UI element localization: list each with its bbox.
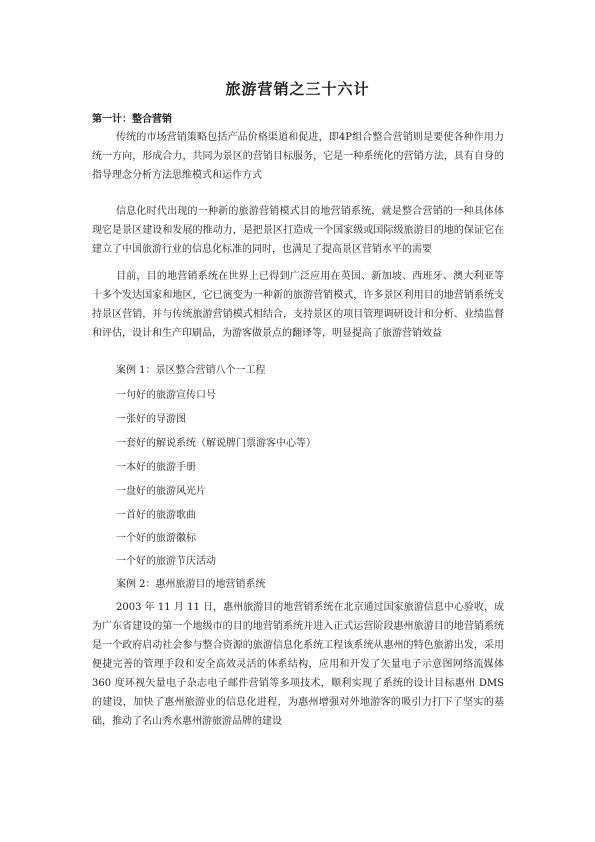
paragraph-2: 信息化时代出现的一种新的旅游营销模式目的地营销系统，就是整合营销的一种具体体现它是景区建设和发展的推动力，是把景区打造成一个国家级或国际级旅游目的地的保证它在建立了中国旅游行业的信息化标准的同时，也满足了提高景区营销水平的需要 <box>92 206 504 255</box>
case1-title: 案例 1：景区整合营销八个一工程 <box>116 365 266 376</box>
section-heading: 第一计：整合营销 <box>92 114 172 125</box>
case2-paragraph: 2003 年 11 月 11 日，惠州旅游目的地营销系统在北京通过国家旅游信息中心验收，成为广东省建设的第一个地级市的目的地营销系统并进入正式运营阶段惠州旅游目的地营销系统是一个政府启动社会参与整合资源的旅游信息化系统工程该系统从惠州的特色旅游出发，采用便捷完善的管理手段和安全高效灵活的体系结构，应用和开发了矢量电子示意图网络流媒体 360 度环视矢量电子杂志电子邮件营销等多项技术，顺利实现了系统的设计目标惠州 DMS 的建设，加快了惠州旅游业的信息化进程，为惠州增强对外地游客的吸引力打下了坚实的基础，推动了名山秀水惠州游旅游品牌的建设 <box>92 602 504 727</box>
case1-item: 一盘好的旅游风光片 <box>116 486 206 497</box>
case1-item: 一首好的旅游歌曲 <box>116 510 196 521</box>
case1-item: 一张好的导游图 <box>116 414 186 425</box>
paragraph-1: 传统的市场营销策略包括产品价格渠道和促进，即4P组合整合营销则是要使各种作用力统一方向，形成合力，共同为景区的营销目标服务，它是一种系统化的营销方法，具有自身的指导理念分析方法思维模式和运作方式 <box>92 132 504 181</box>
case1-item: 一套好的解说系统（解说牌门票游客中心等） <box>116 438 316 449</box>
document-title: 旅游营销之三十六计 <box>225 80 370 98</box>
case2-title: 案例 2：惠州旅游目的地营销系统 <box>116 579 266 590</box>
case1-item: 一本好的旅游手册 <box>116 462 196 473</box>
paragraph-3: 目前，目的地营销系统在世界上已得到广泛应用在英国、新加坡、西班牙、澳大利亚等十多个发达国家和地区，它已演变为一种新的旅游营销模式，许多景区利用目的地营销系统支持景区营销，并与传统旅游营销模式相结合，支持景区的项目管理调研设计和分析、业绩监督和评估，设计和生产印刷品，为游客做景点的翻译等，明显提高了旅游营销效益 <box>92 271 504 339</box>
case1-item: 一句好的旅游宣传口号 <box>116 390 216 401</box>
case1-item: 一个好的旅游徽标 <box>116 533 196 544</box>
case1-item: 一个好的旅游节庆活动 <box>116 556 216 567</box>
